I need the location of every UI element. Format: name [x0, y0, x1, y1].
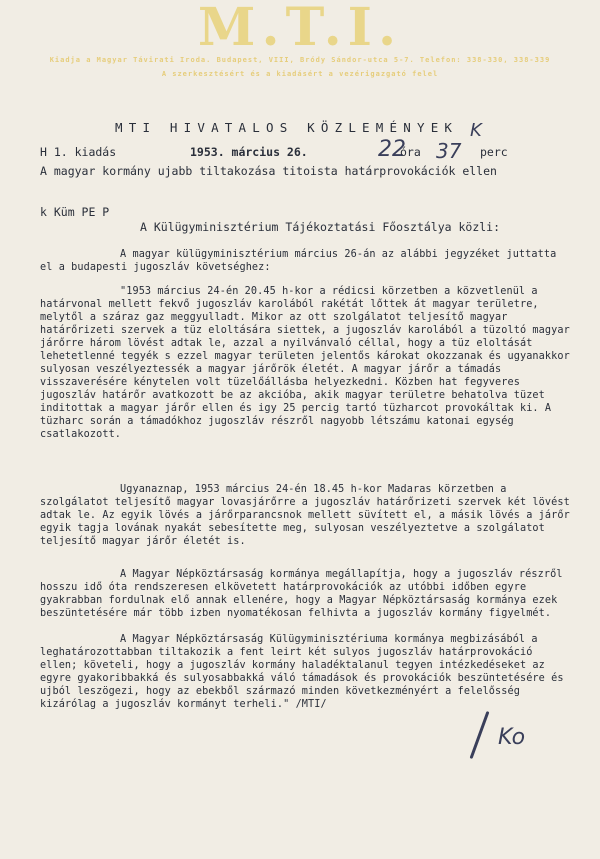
handwritten-hour: 22 — [378, 137, 406, 162]
handwritten-slash — [470, 711, 490, 759]
paragraph-3: Ugyanaznap, 1953 március 24-én 18.45 h-kor Madaras körzetben a szolgálatot teljesítő magyar lovasjárőrre a jugoszláv határőrizeti szervek két lövést adtak le. Az egyik lövés a járőrparancsnok mellett süvített el, a másik lövés a járőr egyik tagja lovának nyakát sebesítette meg, sulyosan veszélyeztetve a szolgálatot teljesítő magyar járőr életét is. — [40, 484, 570, 547]
handwritten-initials: Ko — [498, 725, 526, 750]
publisher-address-line: Kiadja a Magyar Távirati Iroda. Budapest, VIII, Bródy Sándor-utca 5-7. Telefon: 338-330, 338-339 — [49, 56, 551, 64]
paragraph-1: A magyar külügyminisztérium március 26-án az alábbi jegyzéket juttatta el a budapesti jugoszláv követséghez: — [40, 249, 557, 273]
distribution-code: k Küm PE P — [40, 205, 110, 219]
document-title: MTI HIVATALOS KÖZLEMÉNYEK — [115, 120, 459, 135]
paragraph-4: A Magyar Népköztársaság kormánya megállapítja, hogy a jugoszláv részről hosszu idő óta rendszeresen elkövetett határprovokációk az utóbbi időben egyre gyakrabban fordulnak elő annak ellenére, hogy a Magyar Népköztársaság kormánya ezek beszüntetésére már több izben nyomatékosan felhivta a jugoszláv kormány figyelmét. — [40, 569, 563, 619]
intro-line: A Külügyminisztérium Tájékoztatási Főosztálya közli: — [140, 220, 501, 234]
paragraph-5: A Magyar Népköztársaság Külügyminisztériuma kormánya megbizásából a leghatározottabban tiltakozik a fent leirt két sulyos jugoszláv határprovokáció ellen; követeli, hogy a jugoszláv kormány haladéktalanul tegyen intézkedéseket az egyre gyakoribbakká és sulyosabbakká váló támadások és provokációk beszüntetésére és ujból leszögezi, hogy az ebekből származó minden következményért a felelősség kizárólag a jugoszláv kormányt terheli." /MTI/ — [40, 634, 564, 710]
document-subject: A magyar kormány ujabb tiltakozása titoista határprovokációk ellen — [40, 164, 497, 178]
edition-label: H 1. kiadás — [40, 145, 117, 159]
paragraph-2: "1953 március 24-én 20.45 h-kor a rédicsi körzetben a közvetlenül a határvonal mellett fekvő jugoszláv karolából rakétát lőttek át magyar területre, melytől a száraz gaz meggyulladt. Mikor az ott szolgálatot teljesítő magyar határőrizeti szervek a tüz eloltására siettek, a jugoszláv karolából a tüzoltó magyar járőrre három lövést adtak le, azzal a nyilvánvaló céllal, hogy a tüz eloltását lehetetlenné tegyék s ezzel magyar területen jelentős károkat okozzanak és ugyanakkor sulyosan veszélyeztessék a magyar járőrök életét. A magyar járőr a támadás visszaverésére kénytelen volt tüzelőállásba helyezkedni. Közben hat fegyveres jugoszláv határőr avatkozott be az akcióba, akik magyar területre behatolva tüzet inditottak a magyar járőr ellen és igy 25 percig tartó tüzharcot provokáltak ki. A tüzharc során a támadókhoz jugoszláv részről nagyobb létszámu katonai egység csatlakozott. — [40, 286, 570, 440]
issue-date: 1953. március 26. — [190, 145, 308, 159]
minute-unit: perc — [480, 145, 508, 159]
handwritten-minute: 37 — [436, 139, 462, 163]
mti-logo: M.T.I. — [197, 0, 403, 58]
hour-unit: óra — [400, 145, 421, 159]
handwritten-check-mark: K — [470, 120, 482, 141]
responsibility-line: A szerkesztésért és a kiadásért a vezérigazgató felel — [161, 70, 439, 78]
